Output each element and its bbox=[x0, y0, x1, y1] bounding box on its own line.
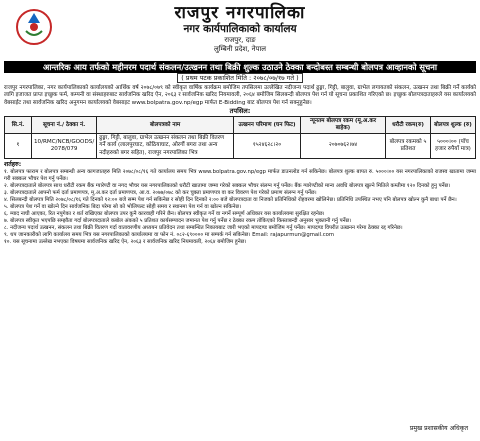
publication-date-text: ( प्रथम पटक प्रकाशित मिति : २०७८/०७/१७ गते ) bbox=[177, 73, 302, 83]
intro-paragraph: राजपुर नगरपालिका, नगर कार्यपालिकाको कार्यालयको आर्थिक वर्ष २०७८/०७९ को स्वीकृत वार्षिक कार्यक्रम बमोजिम तपसिलमा उल्लेखित नदीजन्य पदार्थ ढुङ्गा, गिट्टी, बालुवा, ग्राभेल लगायतको संकलन, उत्खनन तथा बिक्री गर्ने कार्यको लागि इजाजत प्राप्त इच्छुक फर्म, कम्पनी वा संस्थाहरुबाट सार्वजनिक खरिद ऐन, २०६३ र सार्वजनिक खरिद नियमावली, २०६४ बमोजिम सिलबन्दी बोलपत्र पेश गर्न यो सूचना प्रकाशित गरिएको छ। इच्छुक बोलपत्रदाताहरुले यस कार्यालयको वेबसाईट तथा सार्वजनिक खरिद अनुगमन कार्यालयको वेबसाइट www.bolpatra.gov.np/egp मार्फत E-Bidding बाट बोलपत्र पेश गर्न सक्नुहुनेछ। bbox=[4, 85, 476, 106]
address-line-1: राजपुर, दाङ bbox=[224, 36, 256, 44]
table-header-row bbox=[5, 117, 476, 134]
cell-ref: 10/RMC/NCB/GOODS/ 2078/079 bbox=[32, 134, 97, 159]
condition-item: ५. बोलपत्र पेश गर्ने वा खोल्ने दिन सार्वजनिक बिदा परेमा सो को भोलिपल्ट सोही समय र स्थानमा पेश गर्न वा खोल्न सकिनेछ। bbox=[4, 203, 242, 210]
condition-item: ३. बोलपत्रदाताले आफ्नो फर्म दर्ता प्रमाणपत्र, मू.अ.कर दर्ता प्रमाणपत्र, आ.व. २०७७/०७८ को कर चुक्ता प्रमाणपत्र वा कर विवरण पेश गरेको प्रमाण संलग्न गर्नु पर्नेछ। bbox=[4, 189, 317, 196]
col-header-ref: सूचना नं./ ठेक्का नं. bbox=[32, 117, 97, 134]
condition-item: १०. यस सूचनामा उल्लेख नभएका विषयमा सार्वजनिक खरिद ऐन, २०६३ र सार्वजनिक खरिद नियमावली, २०६४ बमोजिम हुनेछ। bbox=[4, 238, 247, 245]
nepal-emblem-icon bbox=[14, 5, 54, 47]
condition-item: ७. बोलपत्र स्वीकृत भएपछि सम्झौता गर्दा बोलपत्रदाताले कबोल अंकको ५ प्रतिशत कार्यसम्पादन जमानत पेश गर्नु पर्नेछ र ठेक्का रकम तोकिएको किस्ताबन्दी अनुसार भुक्तानी गर्नु पर्नेछ। bbox=[4, 217, 352, 224]
address-line-2: लुम्बिनी प्रदेश, नेपाल bbox=[213, 45, 267, 53]
condition-item: ४. सिलबन्दी बोलपत्र मिति २०७८/०८/१६ गते दिनको १२:०० बजे सम्म पेश गर्न सकिनेछ र सोही दिन दिनको २:०० बजे बोलपत्रदाता वा निजको प्रतिनिधिको रोहवरमा खोलिनेछ। प्रतिनिधि उपस्थित नभए पनि बोलपत्र खोल्न कुनै बाधा पर्ने छैन। bbox=[4, 196, 457, 203]
conditions-list bbox=[4, 169, 476, 246]
condition-item: ९. थप जानकारीको लागि कार्यालय समय भित्र यस नगरपालिकाको कार्यालयमा वा फोन नं. ०८२-६९०००० मा सम्पर्क गर्न सकिनेछ। Email: rajapurmun@gmail.com bbox=[4, 231, 335, 238]
condition-item: १. बोलपत्र फाराम र बोलपत्र सम्बन्धी अन्य कागजातहरु मिति २०७८/०८/१६ गते कार्यालय समय भित्र www.bolpatra.gov.np/egp मार्फत डाउनलोड गर्न सकिनेछ। बोलपत्र शुल्क बापत रु. ५०००।०० यस नगरपालिकाको राजस्व खातामा जम्मा गरी सक्कल भौचर पेश गर्नु पर्नेछ। bbox=[4, 168, 476, 182]
conditions-title: शर्तहरु: bbox=[4, 160, 22, 168]
municipality-name: राजपुर नगरपालिका bbox=[174, 3, 306, 23]
cell-name: ढुङ्गा, गिट्टी, बालुवा, ग्राभेल उत्खनन संकलन तथा बिक्री वितरण गर्ने कार्य (लालपुरघाट, कोठियाघाट, ओरगौं बगरा तथा अन्य नदीहरुको बगर सहित), राजपुर नगरपालिका भित्र bbox=[97, 134, 234, 159]
col-header-min-bid: न्यूनतम बोलपत्र रकम (मू.अ.कर बाहेक) bbox=[301, 117, 386, 134]
cell-min-bid: २०७०७६२।७४ bbox=[301, 134, 386, 159]
publication-date bbox=[4, 74, 476, 83]
notice-page bbox=[4, 3, 476, 435]
signature-title: प्रमुख प्रशासकीय अधिकृत bbox=[409, 425, 468, 432]
col-header-name: बोलपत्रको नाम bbox=[97, 117, 234, 134]
cell-quantity: १५२४६२८।२० bbox=[234, 134, 301, 159]
col-header-fee: बोलपत्र शुल्क (रु) bbox=[431, 117, 476, 134]
col-header-quantity: उत्खनन परिमाण (घन फिट) bbox=[234, 117, 301, 134]
notice-title: आन्तरिक आय तर्फको महीनरम पदार्थ संकलन/उत्खनन तथा बिक्री शुल्क उठाउने ठेक्का बन्दोबस्त सम्बन्धी बोलपत्र आव्हानको सूचना bbox=[4, 61, 476, 73]
condition-item: ८. नदीजन्य पदार्थ उत्खनन, संकलन तथा बिक्री वितरण गर्दा वातावरणीय अध्ययन प्रतिवेदन तथा सम्बन्धित निकायबाट जारी भएको मापदण्ड बमोजिम गर्नु पर्नेछ। मापदण्ड विपरीत उत्खनन गरेमा ठेक्का रद्द गरिनेछ। bbox=[4, 224, 403, 231]
col-header-sn: सि.नं. bbox=[5, 117, 32, 134]
tender-table bbox=[4, 116, 476, 159]
table-caption: तपसिल: bbox=[229, 107, 251, 116]
cell-sn: १ bbox=[5, 134, 32, 159]
condition-item: २. बोलपत्रदाताले बोलपत्र साथ धरौटी रकम बैंक ग्यारेण्टी वा नगद भौचर यस नगरपालिकाको धरौटी खातामा जम्मा गरेको सक्कल भौचर संलग्न गर्नु पर्नेछ। बैंक ग्यारेण्टीको मान्य अवधि बोलपत्र खुल्ने मितिले कम्तीमा १२० दिनको हुनु पर्नेछ। bbox=[4, 182, 451, 189]
signature-block bbox=[410, 425, 468, 433]
col-header-security: धरौटी रकम(रु) bbox=[386, 117, 431, 134]
table-row bbox=[5, 134, 476, 159]
office-name: नगर कार्यपालिकाको कार्यालय bbox=[183, 23, 297, 35]
notice-header bbox=[4, 3, 476, 59]
cell-fee: ५०००।०० (पाँच हजार रुपैयाँ मात्र) bbox=[431, 134, 476, 159]
condition-item: ६. म्याद नाघी आएका, रित नपुगेका र शर्त राखिएका बोलपत्र उपर कुनै कारवाही गरिने छैन। बोलपत्र स्वीकृत गर्ने वा नगर्ने सम्पूर्ण अधिकार यस कार्यालयमा सुरक्षित रहनेछ। bbox=[4, 210, 325, 217]
cell-security: बोलपत्र रकमको ५ प्रतिशत bbox=[386, 134, 431, 159]
